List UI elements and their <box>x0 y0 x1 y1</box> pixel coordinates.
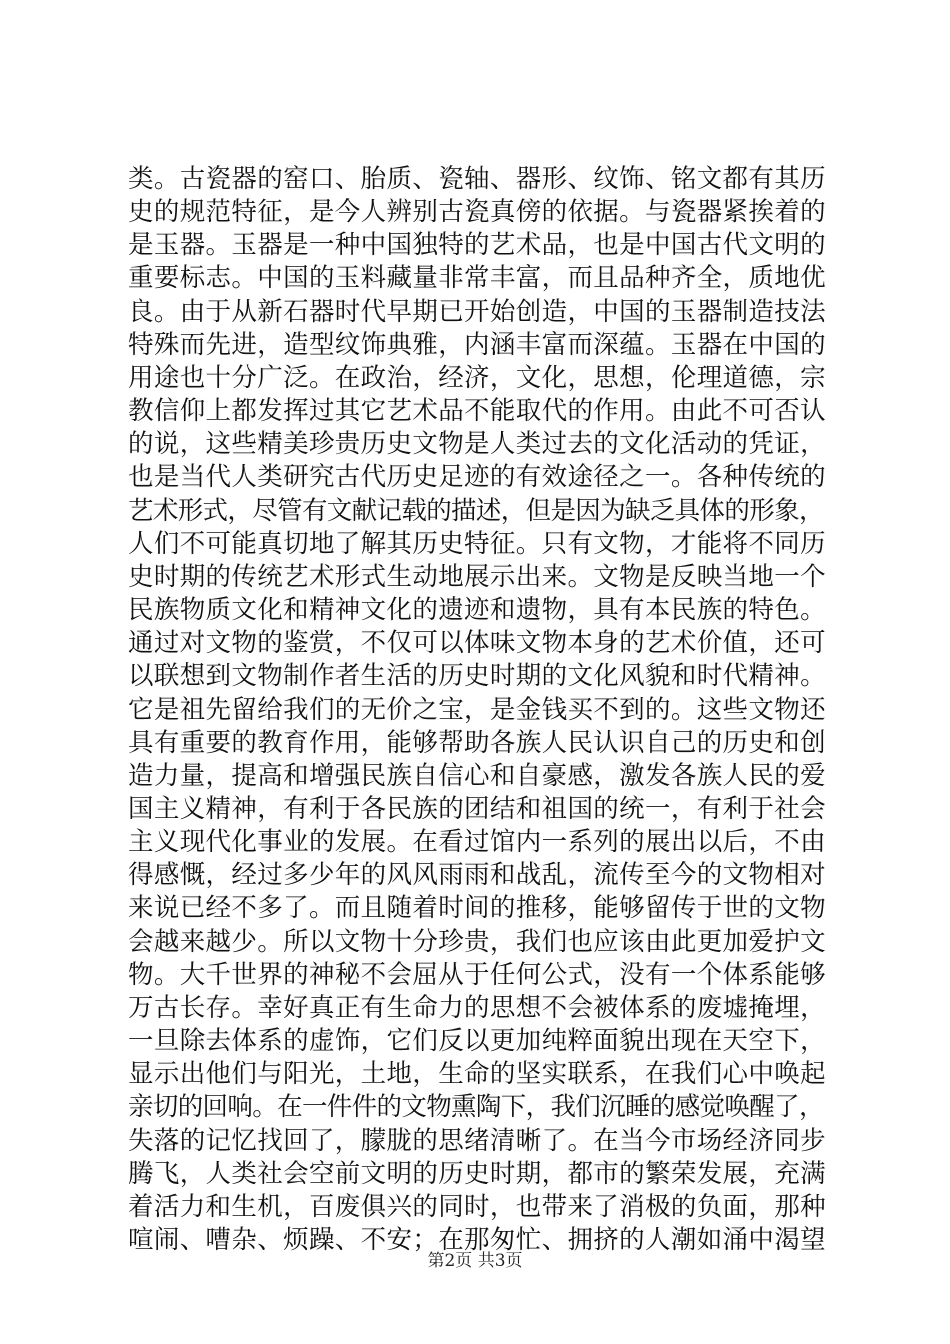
text-line: 教信仰上都发挥过其它艺术品不能取代的作用。由此不可否认 <box>128 396 826 427</box>
text-line: 得感慨，经过多少年的风风雨雨和战乱，流传至今的文物相对 <box>128 860 826 891</box>
text-line: 造力量，提高和增强民族自信心和自豪感，激发各族人民的爱 <box>128 760 826 791</box>
text-line: 良。由于从新石器时代早期已开始创造，中国的玉器制造技法 <box>128 296 826 327</box>
page-footer: 第2页 共3页 <box>427 1251 523 1271</box>
text-line: 用途也十分广泛。在政治，经济，文化，思想，伦理道德，宗 <box>128 362 826 393</box>
text-line: 来说已经不多了。而且随着时间的推移，能够留传于世的文物 <box>128 893 826 924</box>
text-line: 人们不可能真切地了解其历史特征。只有文物，才能将不同历 <box>128 528 826 559</box>
text-line: 主义现代化事业的发展。在看过馆内一系列的展出以后，不由 <box>128 827 826 858</box>
text-line: 一旦除去体系的虚饰，它们反以更加纯粹面貌出现在天空下， <box>128 1026 826 1057</box>
text-line: 国主义精神，有利于各民族的团结和祖国的统一，有利于社会 <box>128 793 826 824</box>
text-line: 是玉器。玉器是一种中国独特的艺术品，也是中国古代文明的 <box>128 230 826 261</box>
text-line: 艺术形式，尽管有文献记载的描述，但是因为缺乏具体的形象， <box>128 495 824 526</box>
text-line: 特殊而先进，造型纹饰典雅，内涵丰富而深蕴。玉器在中国的 <box>128 329 826 360</box>
text-line: 亲切的回响。在一件件的文物熏陶下，我们沉睡的感觉唤醒了， <box>128 1092 824 1123</box>
text-line: 也是当代人类研究古代历史足迹的有效途径之一。各种传统的 <box>128 462 826 493</box>
text-line: 具有重要的教育作用，能够帮助各族人民认识自己的历史和创 <box>128 727 826 758</box>
text-line: 类。古瓷器的窑口、胎质、瓷轴、器形、纹饰、铭文都有其历 <box>128 164 826 194</box>
text-line: 失落的记忆找回了，朦胧的思绪清晰了。在当今市场经济同步 <box>128 1125 826 1156</box>
text-line: 会越来越少。所以文物十分珍贵，我们也应该由此更加爱护文 <box>128 926 826 957</box>
text-line: 史的规范特征，是今人辨别古瓷真傍的依据。与瓷器紧挨着的 <box>128 197 826 228</box>
text-line: 显示出他们与阳光，土地，生命的坚实联系，在我们心中唤起 <box>128 1059 826 1090</box>
body-text <box>128 163 828 1257</box>
text-line: 重要标志。中国的玉料藏量非常丰富，而且品种齐全，质地优 <box>128 263 826 294</box>
text-line: 它是祖先留给我们的无价之宝，是金钱买不到的。这些文物还 <box>128 694 826 725</box>
text-line: 喧闹、嘈杂、烦躁、不安；在那匆忙、拥挤的人潮如涌中渴望 <box>128 1225 826 1255</box>
text-line: 以联想到文物制作者生活的历史时期的文化风貌和时代精神。 <box>128 661 826 692</box>
text-line: 通过对文物的鉴赏，不仅可以体味文物本身的艺术价值，还可 <box>128 628 826 659</box>
text-line: 着活力和生机，百废俱兴的同时，也带来了消极的负面，那种 <box>128 1191 826 1222</box>
text-line: 的说，这些精美珍贵历史文物是人类过去的文化活动的凭证， <box>128 429 826 460</box>
text-line: 腾飞，人类社会空前文明的历史时期，都市的繁荣发展，充满 <box>128 1158 826 1189</box>
text-line: 万古长存。幸好真正有生命力的思想不会被体系的废墟掩埋， <box>128 992 826 1023</box>
text-line: 史时期的传统艺术形式生动地展示出来。文物是反映当地一个 <box>128 561 826 592</box>
text-line: 民族物质文化和精神文化的遗迹和遗物，具有本民族的特色。 <box>128 595 826 626</box>
text-line: 物。大千世界的神秘不会屈从于任何公式，没有一个体系能够 <box>128 959 826 990</box>
